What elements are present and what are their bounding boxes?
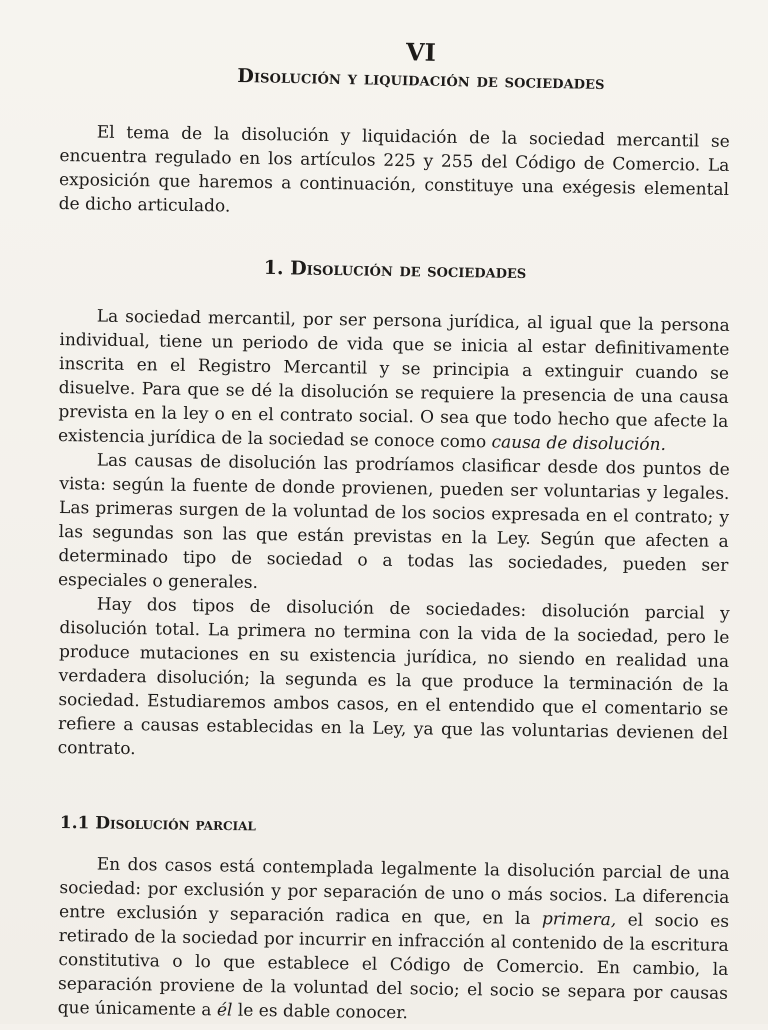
subsection-paragraph-1-text-c: le es dable conocer. [232, 1000, 409, 1024]
subsection-paragraph-1-text-b: el socio es retirado de la sociedad por incurrir en infracción al contenido de la escritura constitutiva o lo que establece el Código de Comercio. En cambio, la separación proviene de la voluntad del socio; el socio se separa por causas que únicamente a [57, 910, 730, 1021]
intro-section [60, 120, 730, 216]
subsection-paragraph-1-text-a: En dos casos está contemplada legalmente la disolución parcial de una sociedad: por exclusión y por separación de uno o más socios. La diferencia entre exclusión y separación radica en que, en la [58, 854, 730, 930]
section-paragraph-2: Las causas de disolución las prodríamos clasificar desde dos puntos de vista: según la fuente de donde provienen, pueden ser voluntarias y legales. Las primeras surgen de la voluntad de los socios expresada en el contrato; y las segundas son las que están previstas en la Ley. Según que afecten a determinado tipo de sociedad o a todas las sociedades, pueden ser especiales o generales. [57, 450, 730, 593]
chapter-number: VI [405, 37, 437, 67]
intro-paragraph: El tema de la disolución y liquidación de la sociedad mercantil se encuentra regulado en los artículos 225 y 255 del Código de Comercio. La exposición que haremos a continuación, constituye una exégesis elemental de dicho articulado. [58, 122, 730, 217]
chapter-title: Disolución y liquidación de sociedades [237, 64, 605, 95]
subsection-title-disolucion-parcial: 1.1 Disolución parcial [59, 812, 257, 836]
section-paragraph-3: Hay dos tipos de disolución de sociedades: disolución parcial y disolución total. La primera no termina con la vida de la sociedad, pero le produce mutaciones en su existencia jurídica, no siendo en realidad una verdadera disolución; la segunda es la que produce la terminación de la sociedad. Estudiaremos ambos casos, en el entendido que el comentario se refiere a causas establecidas en la Ley, ya que las voluntarias devienen del contrato. [57, 594, 730, 760]
section-paragraph-1-emphasis: causa de disolución. [491, 432, 667, 456]
section-paragraph-1 [58, 304, 730, 458]
section-paragraph-1-text: La sociedad mercantil, por ser persona jurídica, al igual que la persona individual, tiene un periodo de vida que se inicia al estar definitivamente inscrita en el Registro Mercantil y se principia a extinguir cuando se disuelve. Para que se dé la disolución se requiere la presencia de una causa prevista en la ley o en el contrato social. O sea que todo hecho que afecte la existencia jurídica de la sociedad se conoce como [57, 306, 730, 453]
section-title-disolucion: 1. Disolución de sociedades [263, 256, 527, 284]
subsection-paragraph-1-emphasis-1: primera, [541, 909, 617, 931]
subsection-paragraph-1-emphasis-2: él [216, 1000, 233, 1021]
subsection-paragraph-1 [58, 852, 730, 1030]
